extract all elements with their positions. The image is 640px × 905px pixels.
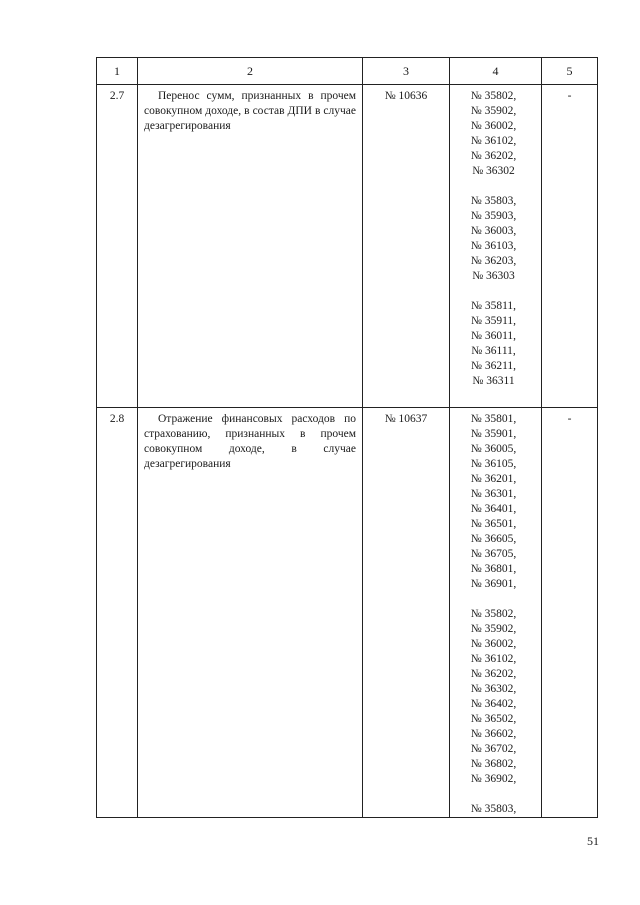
row-number: 2.7	[97, 85, 138, 408]
code-line: № 36303	[472, 270, 515, 282]
code-line: № 36901,	[470, 578, 517, 590]
code-line: № 36502,	[470, 713, 517, 725]
table-row	[97, 85, 598, 408]
code-line: № 36605,	[470, 533, 517, 545]
code-group	[450, 802, 537, 817]
header-cell-4: 4	[450, 58, 542, 85]
code-line: № 36802,	[470, 758, 517, 770]
code-line: № 35811,	[470, 300, 517, 312]
code-line: № 36211,	[470, 360, 517, 372]
code-line: № 36501,	[470, 518, 517, 530]
code-line: № 36202,	[470, 150, 517, 162]
code-line: № 36105,	[470, 458, 517, 470]
code-line: № 36111,	[471, 345, 516, 357]
row-description: Отражение финансовых расходов по страхованию, признанных в прочем совокупном доходе, в случае дезагрегирования	[144, 413, 356, 470]
code-line: № 36902,	[470, 773, 517, 785]
code-line: № 36203,	[470, 255, 517, 267]
code-group	[450, 412, 537, 592]
code-line: № 36705,	[470, 548, 517, 560]
row-number: 2.8	[97, 408, 138, 818]
code-line: № 35803,	[470, 195, 517, 207]
code-line: № 36301,	[470, 488, 517, 500]
code-line: № 36201,	[470, 473, 517, 485]
code-line: № 36011,	[470, 330, 517, 342]
table-header-row	[97, 58, 598, 85]
row-description-cell	[138, 408, 363, 818]
accounting-table	[96, 57, 598, 818]
code-group	[450, 299, 537, 389]
row-codes	[450, 85, 542, 408]
code-line: № 36302,	[470, 683, 517, 695]
header-cell-3: 3	[363, 58, 450, 85]
code-line: № 35902,	[470, 623, 517, 635]
code-line: № 36003,	[470, 225, 517, 237]
code-group	[450, 89, 537, 179]
code-line: № 36202,	[470, 668, 517, 680]
code-line: № 36102,	[470, 653, 517, 665]
row-description-cell	[138, 85, 363, 408]
code-line: № 36102,	[470, 135, 517, 147]
row-col5: -	[542, 85, 598, 408]
code-line: № 36311	[472, 375, 515, 387]
page-number: 51	[587, 834, 599, 848]
table-row	[97, 408, 598, 818]
code-line: № 36602,	[470, 728, 517, 740]
header-cell-2: 2	[138, 58, 363, 85]
code-line: № 36702,	[470, 743, 517, 755]
code-line: № 35802,	[470, 608, 517, 620]
header-cell-1: 1	[97, 58, 138, 85]
row-col5: -	[542, 408, 598, 818]
code-group	[450, 607, 537, 787]
code-line: № 35802,	[470, 90, 517, 102]
code-line: № 35901,	[470, 428, 517, 440]
row-account: № 10637	[363, 408, 450, 818]
code-line: № 36103,	[470, 240, 517, 252]
code-line: № 35903,	[470, 210, 517, 222]
row-account: № 10636	[363, 85, 450, 408]
code-line: № 36302	[472, 165, 515, 177]
header-cell-5: 5	[542, 58, 598, 85]
code-line: № 35902,	[470, 105, 517, 117]
code-line: № 36002,	[470, 638, 517, 650]
code-line: № 36002,	[470, 120, 517, 132]
code-line: № 36005,	[470, 443, 517, 455]
row-description: Перенос сумм, признанных в прочем совокупном доходе, в состав ДПИ в случае дезагрегирования	[144, 90, 356, 132]
code-line: № 35911,	[470, 315, 517, 327]
row-codes	[450, 408, 542, 818]
code-line: № 35803,	[470, 803, 517, 815]
code-line: № 36402,	[470, 698, 517, 710]
code-line: № 35801,	[470, 413, 517, 425]
code-line: № 36401,	[470, 503, 517, 515]
code-line: № 36801,	[470, 563, 517, 575]
code-group	[450, 194, 537, 284]
